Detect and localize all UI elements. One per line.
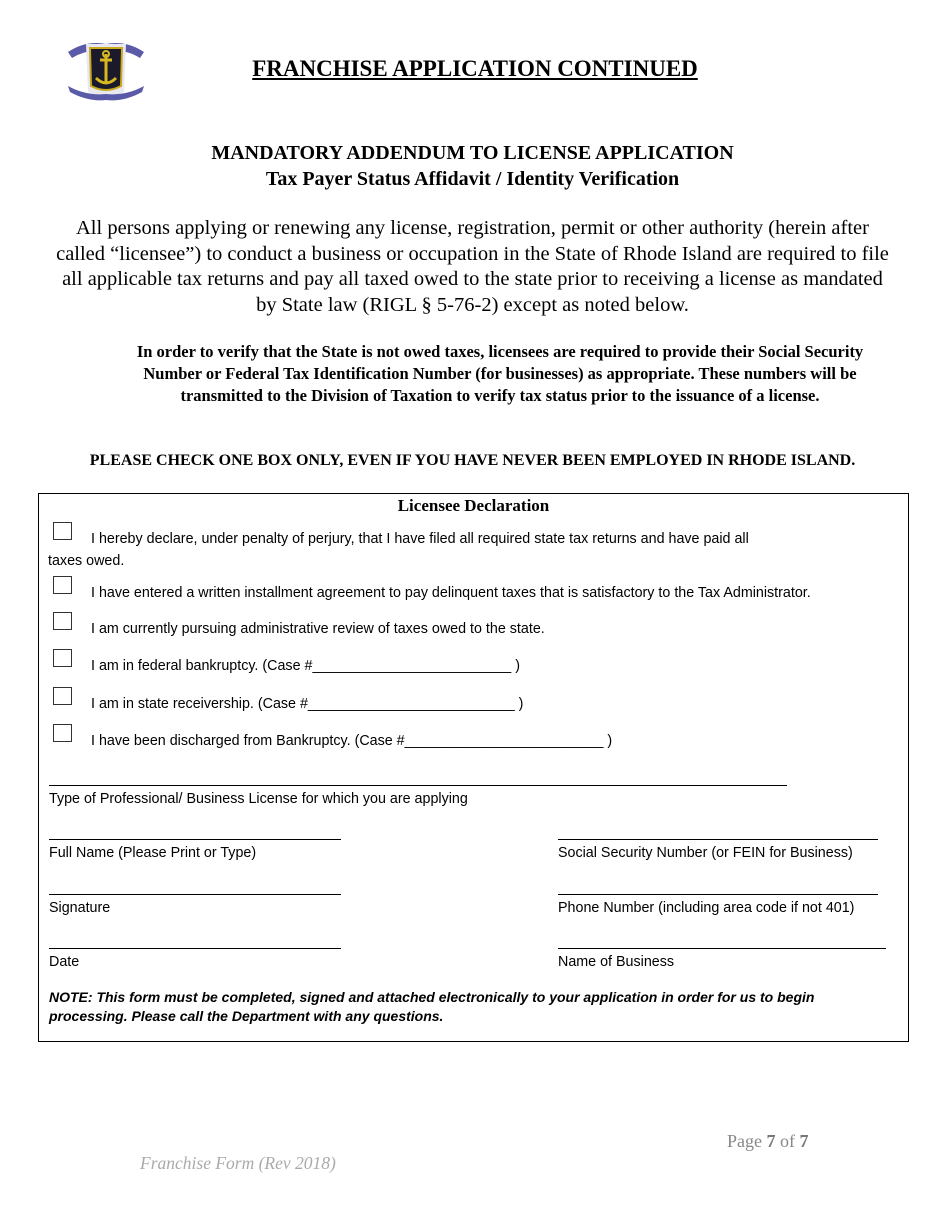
- page-number: [727, 1131, 809, 1152]
- submission-note: NOTE: This form must be completed, signed and attached electronically to your application in order for us to begin processing. Please call the Department with any questions.: [49, 989, 815, 1024]
- license-type-line[interactable]: [49, 785, 787, 786]
- checkbox-discharged-bankruptcy[interactable]: [53, 724, 72, 742]
- checkbox-administrative-review[interactable]: [53, 612, 72, 630]
- phone-line[interactable]: [558, 894, 878, 895]
- option-label-continued: taxes owed.: [48, 553, 125, 569]
- addendum-subtitle: Tax Payer Status Affidavit / Identity Verification: [265, 168, 680, 190]
- total-pages: 7: [799, 1131, 809, 1151]
- checkbox-state-receivership[interactable]: [53, 687, 72, 705]
- declaration-option-3: [49, 618, 898, 640]
- business-name-label: Name of Business: [558, 954, 675, 970]
- business-name-line[interactable]: [558, 948, 886, 949]
- intro-paragraph: All persons applying or renewing any license, registration, permit or other authority (herein after called “licensee”) to conduct a business or occupation in the State of Rhode Island are required to file all applicable tax returns and pay all taxed owed to the state prior to receiving a license as mandated by State law (RIGL § 5-76-2) except as noted below.: [56, 217, 889, 316]
- ssn-line[interactable]: [558, 839, 878, 840]
- ssn-label: Social Security Number (or FEIN for Business): [558, 845, 853, 861]
- phone-label: Phone Number (including area code if not 401): [558, 900, 855, 916]
- verification-paragraph: In order to verify that the State is not owed taxes, licensees are required to provide their Social Security Number or Federal Tax Identification Number (for businesses) as appropriate. These numbers will be transmitted to the Division of Taxation to verify tax status prior to the issuance of a license.: [136, 342, 864, 405]
- checkbox-installment-agreement[interactable]: [53, 576, 72, 594]
- option-label: I am in federal bankruptcy. (Case #_________________________ ): [91, 658, 520, 674]
- declaration-title: Licensee Declaration: [397, 496, 550, 515]
- addendum-heading: [0, 140, 945, 192]
- declaration-option-5: [49, 693, 898, 715]
- option-label: I hereby declare, under penalty of perjury, that I have filed all required state tax returns and have paid all: [91, 531, 749, 547]
- date-label: Date: [49, 954, 80, 970]
- licensee-declaration-box: [38, 493, 909, 1042]
- license-type-label: Type of Professional/ Business License for which you are applying: [49, 791, 468, 807]
- option-label: I am currently pursuing administrative review of taxes owed to the state.: [91, 621, 545, 637]
- full-name-line[interactable]: [49, 839, 341, 840]
- declaration-option-6: [49, 730, 898, 752]
- option-label: I have entered a written installment agreement to pay delinquent taxes that is satisfactory to the Tax Administrator.: [91, 585, 811, 601]
- checkbox-federal-bankruptcy[interactable]: [53, 649, 72, 667]
- page-of: of: [775, 1131, 800, 1151]
- declaration-option-4: [49, 655, 898, 677]
- option-label: I have been discharged from Bankruptcy. (Case #_________________________ ): [91, 733, 613, 749]
- form-revision: Franchise Form (Rev 2018): [140, 1153, 336, 1173]
- full-name-label: Full Name (Please Print or Type): [49, 845, 257, 861]
- page-prefix: Page: [727, 1131, 767, 1151]
- page-title: FRANCHISE APPLICATION CONTINUED: [252, 56, 698, 81]
- checkbox-filed-returns[interactable]: [53, 522, 72, 540]
- signature-label: Signature: [49, 900, 111, 916]
- date-line[interactable]: [49, 948, 341, 949]
- addendum-title: MANDATORY ADDENDUM TO LICENSE APPLICATION: [211, 142, 734, 164]
- current-page: 7: [766, 1131, 776, 1151]
- signature-line[interactable]: [49, 894, 341, 895]
- option-label: I am in state receivership. (Case #__________________________ ): [91, 696, 524, 712]
- declaration-option-1: [49, 528, 898, 572]
- check-one-instruction: PLEASE CHECK ONE BOX ONLY, EVEN IF YOU HAVE NEVER BEEN EMPLOYED IN RHODE ISLAND.: [89, 452, 856, 469]
- declaration-option-2: [49, 582, 898, 604]
